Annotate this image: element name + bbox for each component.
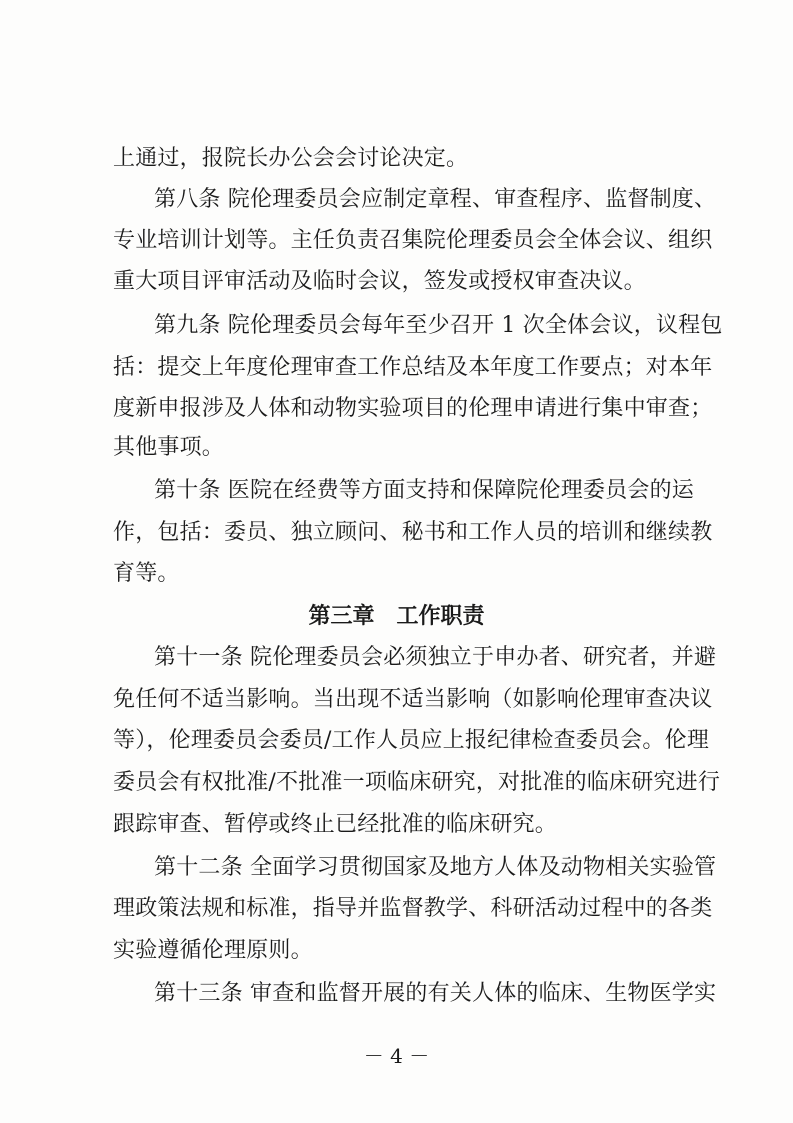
article-10-line-1: 第十条 医院在经费等方面支持和保障院伦理委员会的运 (154, 478, 694, 503)
page-number: － 4 － (363, 1044, 430, 1068)
article-9-line-4: 其他事项。 (113, 435, 225, 460)
article-9-line-3: 度新申报涉及人体和动物实验项目的伦理申请进行集中审查； (113, 396, 713, 421)
paragraph-continuation-line: 上通过，报院长办公会会讨论决定。 (113, 146, 469, 171)
article-8-line-1: 第八条 院伦理委员会应制定章程、审查程序、监督制度、 (154, 187, 717, 212)
article-11-line-2: 免任何不适当影响。当出现不适当影响（如影响伦理审查决议 (113, 687, 713, 712)
article-9-line-2: 括：提交上年度伦理审查工作总结及本年度工作要点；对本年 (113, 355, 713, 380)
article-11-line-4: 委员会有权批准/不批准一项临床研究，对批准的临床研究进行 (113, 770, 721, 795)
article-10-line-3: 育等。 (113, 561, 180, 586)
article-12-line-1: 第十二条 全面学习贯彻国家及地方人体及动物相关实验管 (154, 855, 717, 880)
article-11-line-5: 跟踪审查、暂停或终止已经批准的临床研究。 (113, 812, 558, 837)
article-11-line-1: 第十一条 院伦理委员会必须独立于申办者、研究者，并避 (154, 645, 717, 670)
article-13-line-1: 第十三条 审查和监督开展的有关人体的临床、生物医学实 (154, 981, 717, 1006)
article-11-line-3: 等），伦理委员会委员/工作人员应上报纪律检查委员会。伦理 (113, 728, 710, 753)
article-8-line-3: 重大项目评审活动及临时会议，签发或授权审查决议。 (113, 269, 646, 294)
chapter-heading: 第三章 工作职责 (308, 604, 485, 629)
article-8-line-2: 专业培训计划等。主任负责召集院伦理委员会全体会议、组织 (113, 228, 713, 253)
article-12-line-3: 实验遵循伦理原则。 (113, 938, 313, 963)
article-12-line-2: 理政策法规和标准，指导并监督教学、科研活动过程中的各类 (113, 896, 713, 921)
article-9-line-1: 第九条 院伦理委员会每年至少召开 1 次全体会议，议程包 (154, 313, 723, 338)
article-10-line-2: 作，包括：委员、独立顾问、秘书和工作人员的培训和继续教 (113, 520, 713, 545)
